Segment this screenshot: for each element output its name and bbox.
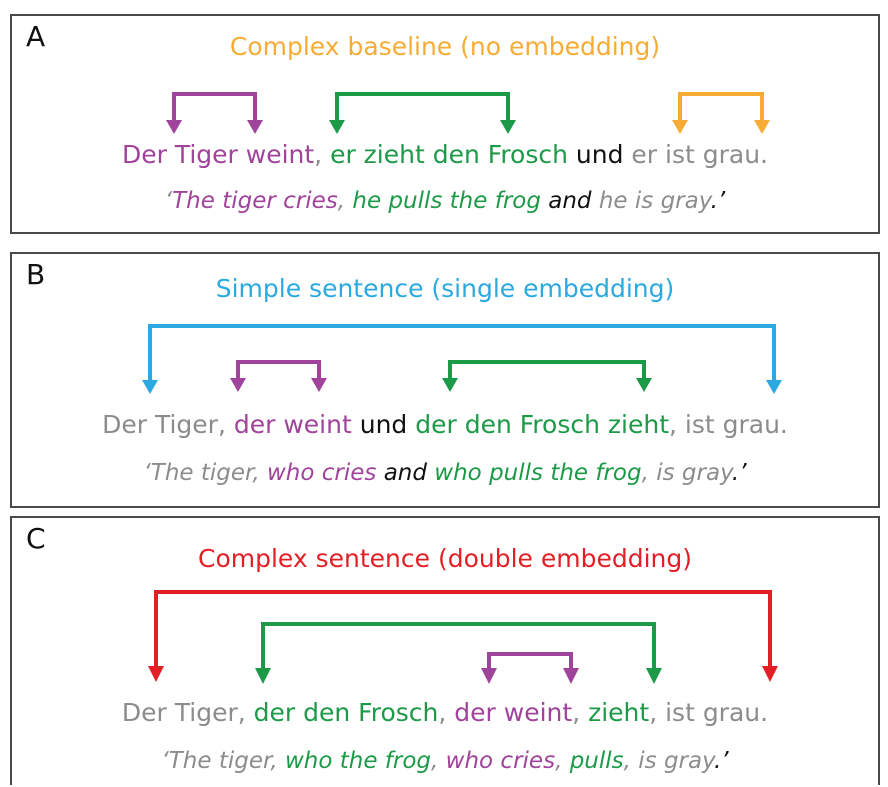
sentence-segment: ,: [572, 698, 589, 727]
panel-title: Complex sentence (double embedding): [198, 544, 692, 573]
sentence-segment: .’: [713, 748, 729, 774]
arrow-red: [148, 592, 778, 682]
english-translation: [12, 460, 878, 486]
panel-a: [10, 14, 880, 234]
panel-letter: B: [26, 258, 46, 291]
sentence-segment: Der Tiger: [121, 698, 238, 727]
sentence-segment: er zieht den Frosch: [330, 140, 568, 169]
panel-letter: A: [26, 20, 46, 53]
german-sentence: [12, 410, 878, 439]
sentence-segment: Der Tiger: [102, 410, 218, 439]
sentence-segment: ‘The tiger: [161, 748, 271, 774]
arrow-purple: [481, 654, 579, 684]
sentence-segment: ,: [438, 698, 455, 727]
sentence-segment: who cries: [266, 460, 377, 486]
panel-title: Complex baseline (no embedding): [229, 32, 661, 61]
sentence-segment: der den Frosch zieht: [415, 410, 669, 439]
arrow-purple: [230, 362, 327, 392]
arrow-purple: [166, 94, 263, 134]
german-sentence: [12, 698, 878, 727]
sentence-segment: der den Frosch: [253, 698, 439, 727]
dependency-arrows: [12, 518, 878, 787]
sentence-segment: ,: [270, 748, 285, 774]
sentence-segment: ‘: [164, 188, 173, 214]
sentence-segment: .’: [731, 460, 747, 486]
sentence-segment: The tiger cries: [172, 188, 338, 214]
sentence-segment: ‘The tiger: [143, 460, 253, 486]
sentence-segment: who cries: [445, 748, 556, 774]
sentence-segment: und: [567, 140, 632, 169]
sentence-segment: ,: [237, 698, 254, 727]
sentence-segment: ,: [431, 748, 446, 774]
sentence-segment: ,: [217, 410, 234, 439]
panel-letter: C: [26, 522, 46, 555]
sentence-segment: Der Tiger weint: [121, 140, 315, 169]
arrow-green: [329, 94, 516, 134]
sentence-segment: is gray: [638, 748, 714, 774]
arrow-green: [442, 362, 652, 392]
sentence-segment: is gray: [656, 460, 732, 486]
sentence-segment: ,: [314, 140, 331, 169]
arrow-green: [255, 624, 662, 684]
sentence-segment: he pulls the frog: [352, 188, 541, 214]
sentence-segment: pulls: [569, 748, 624, 774]
sentence-segment: ,: [337, 188, 353, 214]
english-translation: [12, 188, 878, 214]
sentence-segment: der weint: [454, 698, 573, 727]
sentence-segment: who the frog: [284, 748, 432, 774]
panel-title: Simple sentence (single embedding): [215, 274, 675, 303]
panel-b: [10, 252, 880, 508]
sentence-segment: und: [351, 410, 416, 439]
sentence-segment: and: [540, 188, 599, 214]
sentence-segment: ,: [555, 748, 570, 774]
sentence-segment: .’: [710, 188, 726, 214]
sentence-segment: , ist grau.: [669, 410, 788, 439]
sentence-segment: er ist grau.: [631, 140, 769, 169]
english-translation: [12, 748, 878, 774]
sentence-segment: zieht: [588, 698, 650, 727]
sentence-segment: der weint: [233, 410, 352, 439]
sentence-segment: and: [376, 460, 435, 486]
sentence-segment: who pulls the frog: [434, 460, 642, 486]
german-sentence: [12, 140, 878, 169]
panel-c: [10, 516, 880, 785]
sentence-segment: , ist grau.: [649, 698, 769, 727]
sentence-segment: ,: [252, 460, 267, 486]
sentence-segment: ,: [641, 460, 657, 486]
sentence-segment: ,: [623, 748, 639, 774]
arrow-orange: [672, 94, 770, 134]
sentence-segment: he is gray: [598, 188, 711, 214]
